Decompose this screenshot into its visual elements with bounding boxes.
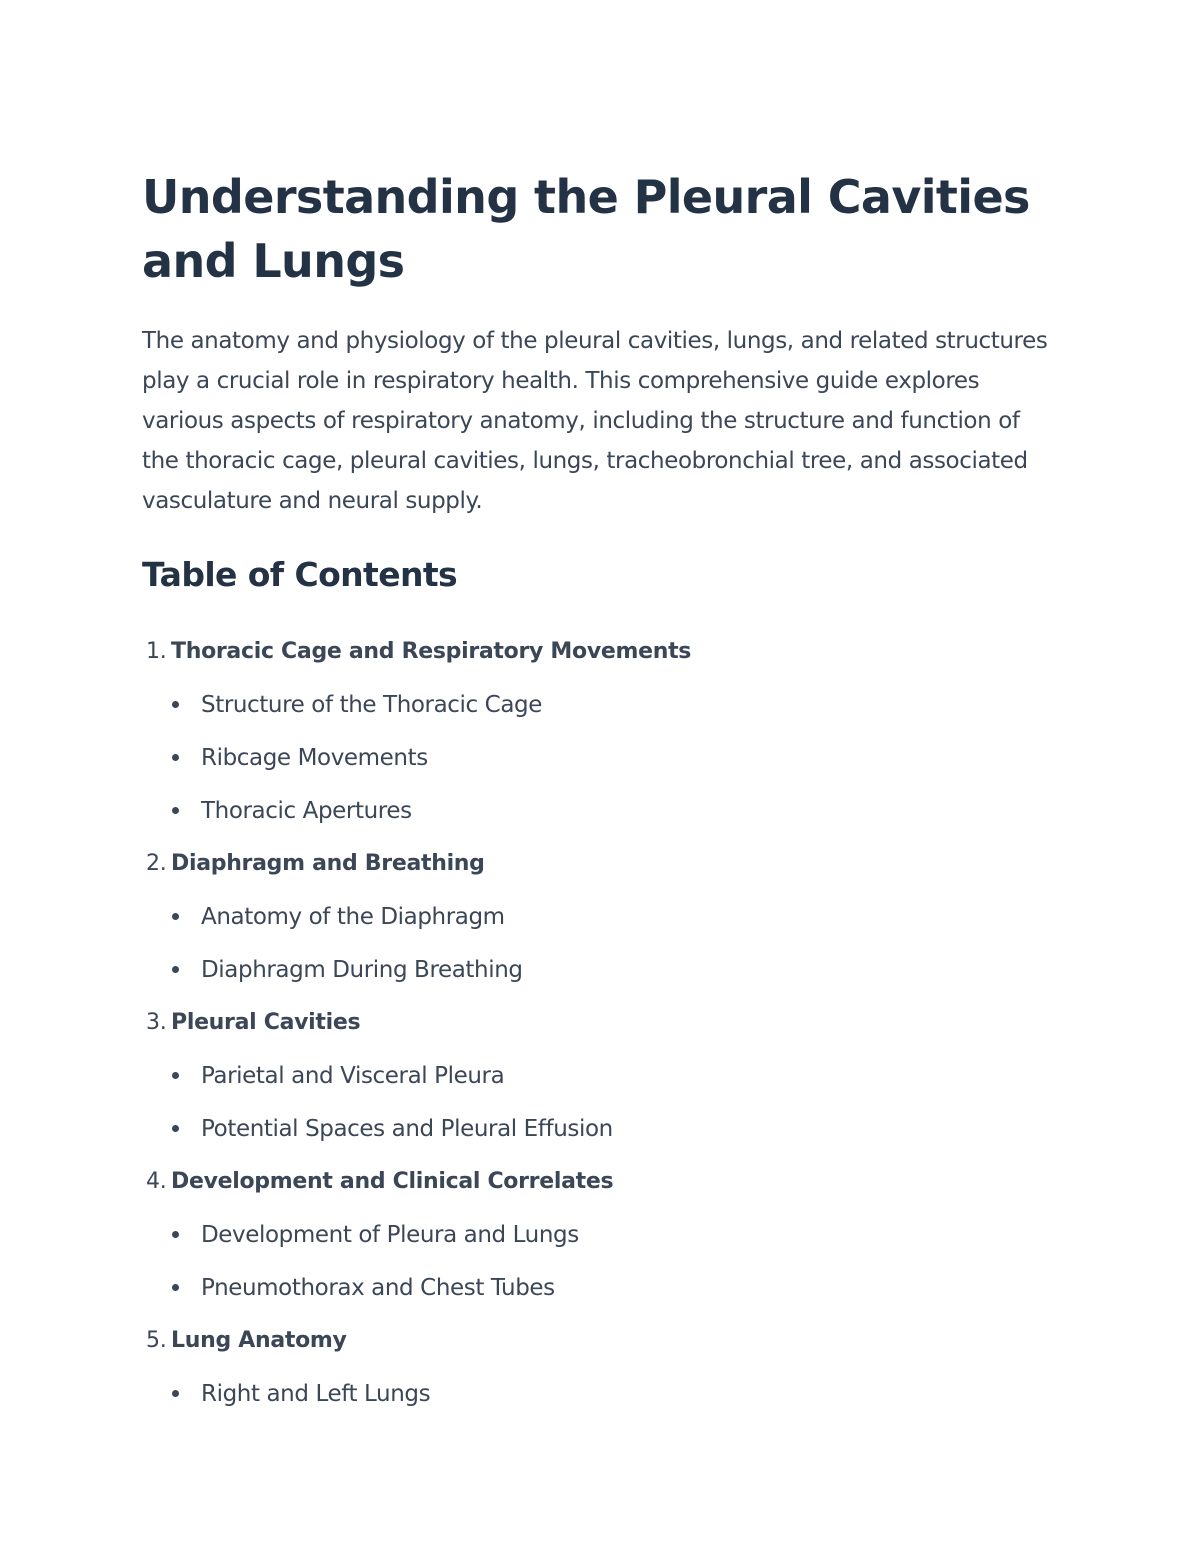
- toc-subsection-item: [142, 1367, 1060, 1420]
- toc-subsection-item: [142, 784, 1060, 837]
- toc-section-row: [142, 837, 1060, 890]
- toc-section-row: [142, 625, 1060, 678]
- toc-section-number: 4.: [146, 1169, 167, 1194]
- document-title: Understanding the Pleural Cavities and Lungs: [142, 170, 1030, 288]
- bullet-icon: [172, 1284, 179, 1291]
- toc-section: [142, 837, 1060, 996]
- bullet-icon: [172, 966, 179, 973]
- toc-subsection-link[interactable]: Right and Left Lungs: [201, 1380, 431, 1407]
- bullet-icon: [172, 807, 179, 814]
- toc-subsection-link[interactable]: Diaphragm During Breathing: [201, 956, 523, 983]
- toc-subsection-link[interactable]: Thoracic Apertures: [201, 797, 412, 824]
- toc-subsection-item: [142, 1102, 1060, 1155]
- toc-subsection-item: [142, 731, 1060, 784]
- toc-subsection-item: [142, 1261, 1060, 1314]
- bullet-icon: [172, 1072, 179, 1079]
- toc-subsection-link[interactable]: Parietal and Visceral Pleura: [201, 1062, 505, 1089]
- toc-section-row: [142, 996, 1060, 1049]
- toc-subsection-list: [142, 890, 1060, 996]
- toc-subsection-list: [142, 678, 1060, 837]
- toc-section: [142, 1314, 1060, 1420]
- intro-paragraph: The anatomy and physiology of the pleural cavities, lungs, and related structures play a crucial role in respiratory health. This comprehensive guide explores various aspects of respiratory anatomy, including the structure and function of the thoracic cage, pleural cavities, lungs, tracheobronchial tree, and associated vasculature and neural supply.: [142, 328, 1048, 514]
- toc-subsection-list: [142, 1208, 1060, 1314]
- bullet-icon: [172, 754, 179, 761]
- toc-subsection-link[interactable]: Development of Pleura and Lungs: [201, 1221, 579, 1248]
- toc-section-row: [142, 1314, 1060, 1367]
- toc-section-link[interactable]: Development and Clinical Correlates: [171, 1169, 614, 1194]
- bullet-icon: [172, 1125, 179, 1132]
- toc-subsection-link[interactable]: Anatomy of the Diaphragm: [201, 903, 505, 930]
- bullet-icon: [172, 1231, 179, 1238]
- toc-section-number: 2.: [146, 851, 167, 876]
- toc-section-link[interactable]: Diaphragm and Breathing: [171, 851, 485, 876]
- toc-subsection-item: [142, 1208, 1060, 1261]
- bullet-icon: [172, 913, 179, 920]
- toc-subsection-link[interactable]: Pneumothorax and Chest Tubes: [201, 1274, 555, 1301]
- toc-section-link[interactable]: Lung Anatomy: [171, 1328, 347, 1353]
- toc-heading: Table of Contents: [142, 555, 458, 594]
- toc-subsection-list: [142, 1049, 1060, 1155]
- toc-section-number: 1.: [146, 639, 167, 664]
- toc-section-row: [142, 1155, 1060, 1208]
- toc-section: [142, 996, 1060, 1155]
- toc-subsection-link[interactable]: Structure of the Thoracic Cage: [201, 691, 542, 718]
- toc-section: [142, 625, 1060, 837]
- table-of-contents: [142, 625, 1060, 1420]
- toc-subsection-item: [142, 943, 1060, 996]
- toc-section-link[interactable]: Pleural Cavities: [171, 1010, 361, 1035]
- toc-subsection-link[interactable]: Potential Spaces and Pleural Effusion: [201, 1115, 613, 1142]
- bullet-icon: [172, 701, 179, 708]
- toc-subsection-list: [142, 1367, 1060, 1420]
- toc-subsection-item: [142, 890, 1060, 943]
- toc-section-number: 3.: [146, 1010, 167, 1035]
- toc-section-link[interactable]: Thoracic Cage and Respiratory Movements: [171, 639, 692, 664]
- toc-section-number: 5.: [146, 1328, 167, 1353]
- toc-subsection-item: [142, 1049, 1060, 1102]
- bullet-icon: [172, 1390, 179, 1397]
- toc-subsection-item: [142, 678, 1060, 731]
- toc-section: [142, 1155, 1060, 1314]
- toc-subsection-link[interactable]: Ribcage Movements: [201, 744, 428, 771]
